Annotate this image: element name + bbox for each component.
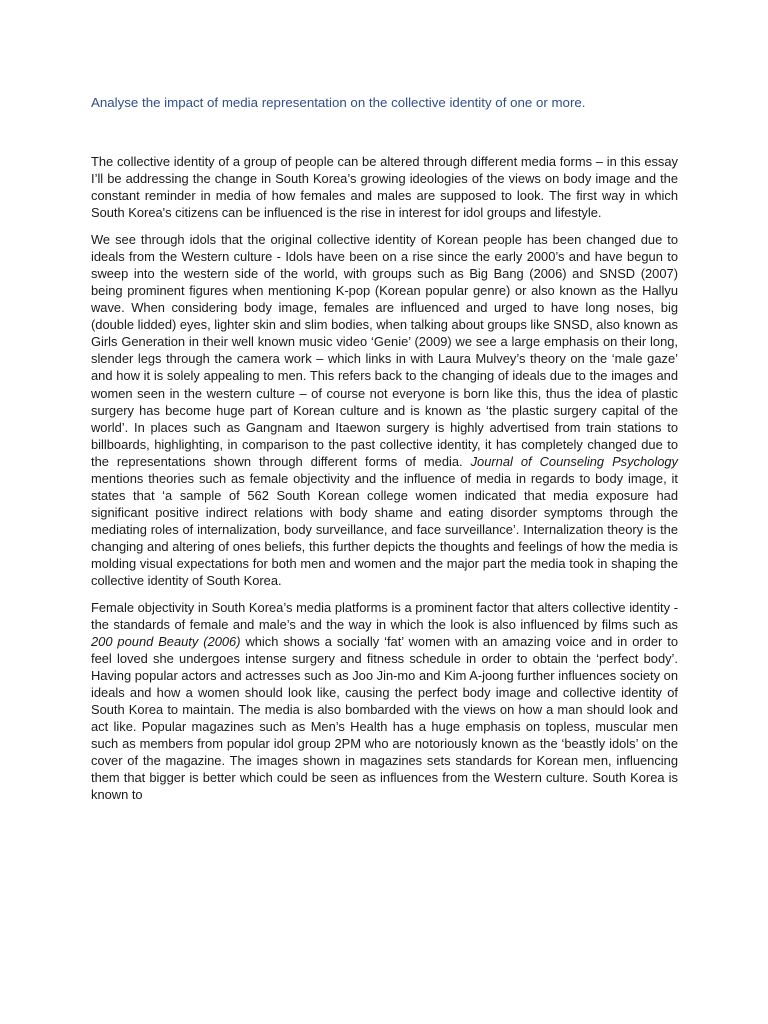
essay-body [91, 153, 678, 813]
paragraph-text: We see through idols that the original collective identity of Korean people has been changed due to ideals from the Western culture - Idols have been on a rise since the early 2000’s and have begun to sweep into the western side of the world, with groups such as Big Bang (2006) and SNSD (2007) being prominent figures when mentioning K-pop (Korean popular genre) or also known as the Hallyu wave. When considering body image, females are influenced and urged to have long noses, big (double lidded) eyes, lighter skin and slim bodies, when talking about groups like SNSD, also known as Girls Generation in their well known music video ‘Genie’ (2009) we see a large emphasis on their long, slender legs through the camera work – which links in with Laura Mulvey’s theory on the ‘male gaze’ and how it is solely appealing to men. This refers back to the changing of ideals due to the images and women seen in the western culture – of course not everyone is born like this, thus the idea of plastic surgery has become huge part of Korean culture and is known as ‘the plastic surgery capital of the world’. In places such as Gangnam and Itaewon surgery is highly advertised from train stations to billboards, highlighting, in comparison to the past collective identity, it has completely changed due to the representations shown through different forms of media. [91, 232, 678, 469]
paragraph-3 [91, 599, 678, 804]
paragraph-1 [91, 153, 678, 221]
paragraph-text: which shows a socially ‘fat’ women with an amazing voice and in order to feel loved she undergoes intense surgery and fitness schedule in order to obtain the ‘perfect body’. Having popular actors and actresses such as Joo Jin-mo and Kim A-joong further influences society on ideals and how a women should look like, causing the perfect body image and collective identity of South Korea to maintain. The media is also bombarded with the views on how a man should look and act like. Popular magazines such as Men’s Health has a huge emphasis on topless, muscular men such as members from popular idol group 2PM who are notoriously known as the ‘beastly idols’ on the cover of the magazine. The images shown in magazines sets standards for Korean men, influencing them that bigger is better which could be seen as influences from the Western culture. South Korea is known to [91, 634, 678, 803]
film-title: 200 pound Beauty (2006) [91, 634, 241, 650]
journal-citation: Journal of Counseling Psychology [470, 453, 678, 469]
paragraph-text: Female objectivity in South Korea’s media platforms is a prominent factor that alters collective identity - the standards of female and male’s and the way in which the look is also influenced by films such as [91, 599, 678, 632]
paragraph-text: The collective identity of a group of people can be altered through different media forms – in this essay I’ll be addressing the change in South Korea’s growing ideologies of the views on body image and the constant reminder in media of how females and males are supposed to look. The first way in which South Korea's citizens can be influenced is the rise in interest for idol groups and lifestyle. [91, 154, 678, 221]
paragraph-text: mentions theories such as female objectivity and the influence of media in regards to body image, it states that ‘a sample of 562 South Korean college women indicated that media exposure had significant positive indirect relations with body shame and eating disorder symptoms through the mediating roles of internalization, body surveillance, and face surveillance’. Internalization theory is the changing and altering of ones beliefs, this further depicts the thoughts and feelings of how the media is molding visual expectations for both men and women and the major part the media took in shaping the collective identity of South Korea. [91, 470, 678, 589]
essay-title: Analyse the impact of media representation on the collective identity of one or more. [91, 95, 586, 110]
paragraph-2 [91, 231, 678, 589]
